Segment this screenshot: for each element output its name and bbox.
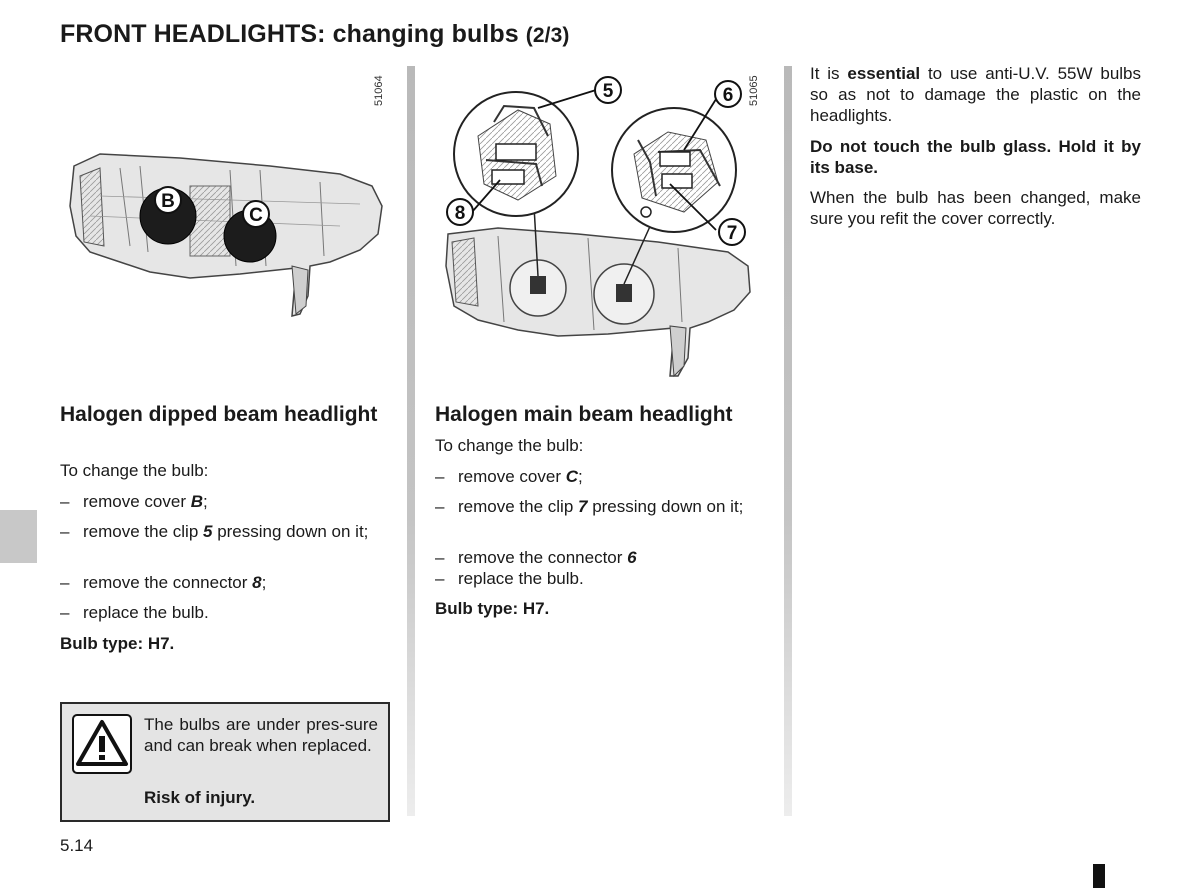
warning-risk: Risk of injury.	[144, 788, 256, 807]
dipped-beam-intro: To change the bulb:	[60, 461, 209, 480]
main-beam-step: – remove the clip 7 pressing down on it;	[435, 497, 744, 516]
callout-5: 5	[602, 81, 614, 102]
dipped-beam-heading: Halogen dipped beam headlight	[60, 403, 378, 426]
dipped-bulb-type: Bulb type: H7.	[60, 634, 175, 653]
page-title-suffix: (2/3)	[525, 24, 570, 47]
page-title-text: FRONT HEADLIGHTS: changing bulbs	[60, 20, 519, 48]
main-beam-intro: To change the bulb:	[435, 436, 584, 455]
note-bulb-glass: Do not touch the bulb glass. Hold it by its base.	[810, 137, 1141, 177]
note-refit-cover: When the bulb has been changed, make sure you refit the cover correctly.	[810, 188, 1141, 228]
dipped-step: – remove the connector 8;	[60, 573, 267, 592]
dipped-step: – remove cover B;	[60, 492, 208, 511]
note-uv-bulbs: It is essential to use anti-U.V. 55W bulbs so as not to damage the plastic on the headlights.	[810, 64, 1142, 125]
main-beam-step: – remove cover C;	[435, 467, 583, 486]
warning-box	[60, 702, 390, 822]
figure-middle-ref-code: 51065	[748, 75, 760, 106]
warning-text: The bulbs are under pres-sure and can break when replaced.	[144, 715, 378, 755]
dipped-beam-illustration	[60, 66, 400, 386]
callout-8: 8	[454, 203, 466, 224]
page-number: 5.14	[60, 836, 94, 855]
callout-7: 7	[726, 223, 738, 244]
page-title	[60, 20, 569, 49]
main-beam-bulb-type: Bulb type: H7.	[435, 599, 550, 618]
chapter-side-tab	[0, 510, 37, 563]
column-divider-right	[784, 66, 792, 816]
main-beam-step: – replace the bulb.	[435, 569, 584, 588]
figure-left-ref-code: 51064	[373, 75, 385, 106]
warning-triangle-icon	[72, 714, 134, 776]
main-beam-illustration	[438, 66, 768, 386]
dipped-step: – remove the clip 5 pressing down on it;	[60, 522, 369, 541]
page-corner-mark	[1093, 864, 1105, 888]
callout-b: B	[161, 191, 175, 212]
dipped-step: – replace the bulb.	[60, 603, 209, 622]
main-beam-step: – remove the connector 6	[435, 548, 637, 567]
column-divider-left	[407, 66, 415, 816]
callout-c: C	[249, 205, 263, 226]
main-beam-heading: Halogen main beam headlight	[435, 403, 733, 426]
callout-6: 6	[722, 85, 734, 106]
